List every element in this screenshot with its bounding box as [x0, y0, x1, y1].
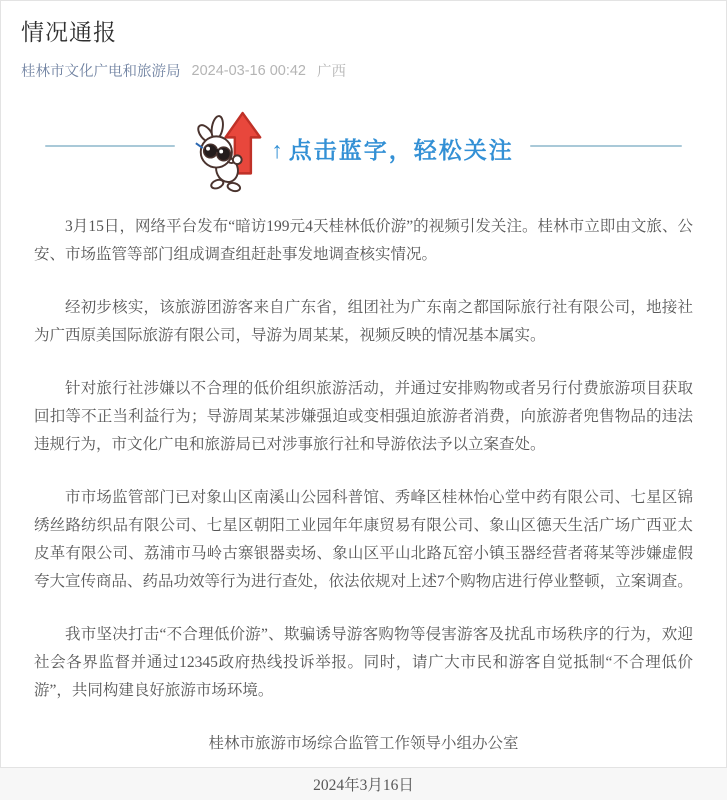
article-body: [1, 201, 726, 800]
article-header: [1, 1, 726, 81]
paragraph-3: 针对旅行社涉嫌以不合理的低价组织旅游活动，并通过安排购物或者另行付费旅游项目获取回扣等不正当利益行为；导游周某某涉嫌强迫或变相强迫旅游者消费，向旅游者兜售物品的违法违规行为，市文化广电和旅游局已对涉事旅行社和导游依法予以立案查处。: [34, 380, 693, 453]
paragraph-5: 我市坚决打击“不合理低价游”、欺骗诱导游客购物等侵害游客及扰乱市场秩序的行为，欢迎社会各界监督并通过12345政府热线投诉举报。同时，请广大市民和游客自觉抵制“不合理低价游”，共同构建良好旅游市场环境。: [34, 626, 693, 699]
up-arrow-icon: ↑: [271, 136, 285, 163]
banner-text: [271, 132, 514, 165]
paragraph-1: 3月15日，网络平台发布“暗访199元4天桂林低价游”的视频引发关注。桂林市立即由文旅、公安、市场监管等部门组成调查组赶赴事发地调查核实情况。: [34, 218, 693, 263]
paragraph-2: 经初步核实，该旅游团游客来自广东省，组团社为广东南之都国际旅行社有限公司，地接社为广西原美国际旅游有限公司，导游为周某某，视频反映的情况基本属实。: [34, 299, 693, 344]
rabbit-arrow-mascot-icon: [191, 109, 265, 198]
banner-slogan: 点击蓝字，轻松关注: [288, 136, 514, 163]
follow-banner[interactable]: [1, 105, 726, 201]
publish-region: 广西: [317, 64, 346, 80]
article-date: 2024年3月16日: [313, 777, 414, 794]
publish-timestamp: 2024-03-16 00:42: [191, 62, 306, 79]
paragraph-4: 市市场监管部门已对象山区南溪山公园科普馆、秀峰区桂林怡心堂中药有限公司、七星区锦绣丝路纺织品有限公司、七星区朝阳工业园年年康贸易有限公司、象山区德天生活广场广西亚太皮革有限公司、荔浦市马岭古寨银器卖场、象山区平山北路瓦窑小镇玉器经营者蒋某等涉嫌虚假夸大宣传商品、药品功效等行为进行查处，依法依规对上述7个购物店进行停业整顿，立案调查。: [34, 489, 693, 590]
byline: [21, 60, 706, 81]
author-account-link[interactable]: 桂林市文化广电和旅游局: [21, 64, 181, 80]
signature-line: 桂林市旅游市场综合监管工作领导小组办公室: [208, 735, 519, 752]
banner-left-rule: [45, 145, 175, 147]
page-title: 情况通报: [21, 19, 117, 45]
banner-right-rule: [530, 145, 682, 147]
